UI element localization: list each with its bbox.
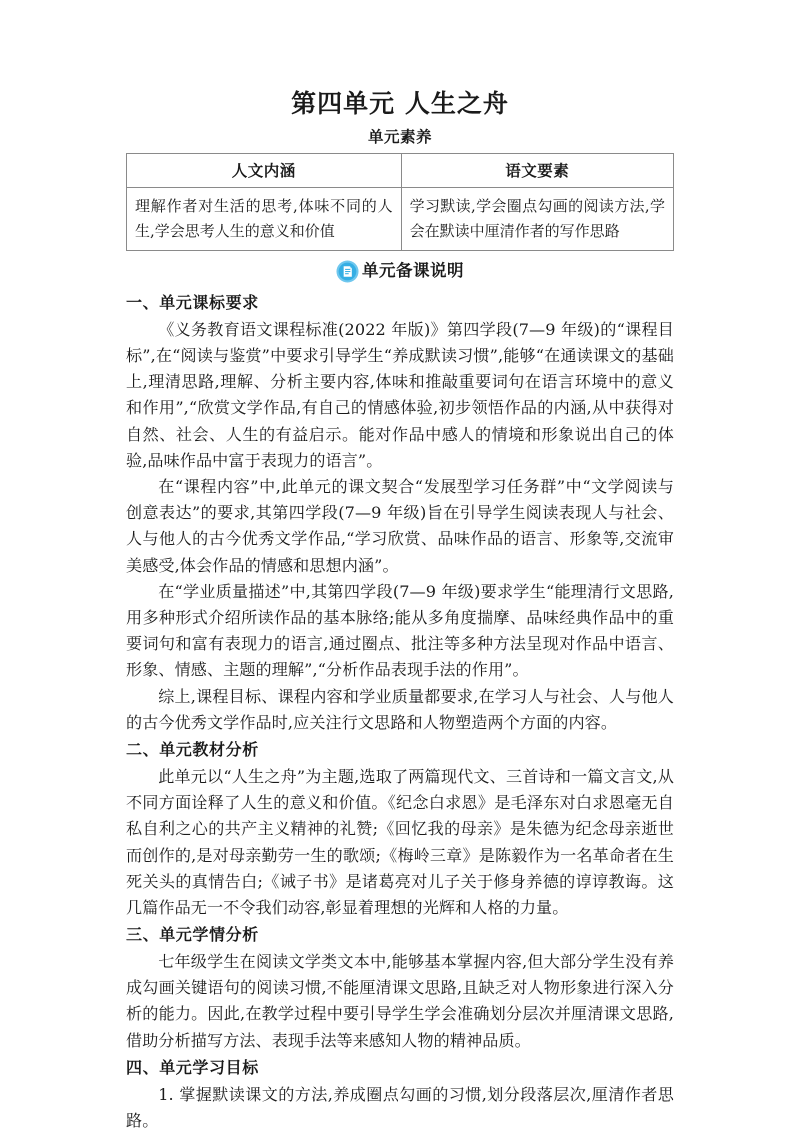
unit-preparation-title: 单元备课说明: [362, 261, 464, 281]
paragraph: 《义务教育语文课程标准(2022 年版)》第四学段(7—9 年级)的“课程目标”,在“阅读与鉴赏”中要求引导学生“养成默读习惯”,能够“在通读课文的基础上,理清思路,理解、分析主要内容,体味和推敲重要词句在语言环境中的意义和作用”,“欣赏文学作品,有自己的情感体验,初步领悟作品的内涵,从中获得对自然、社会、人生的有益启示。能对作品中感人的情境和形象说出自己的体验,品味作品中富于表现力的语言”。: [126, 319, 674, 470]
section-block: [126, 1056, 674, 1134]
section-block: [126, 291, 674, 736]
unit-preparation-banner: [126, 260, 674, 283]
table-cell-language: 学习默读,学会圈点勾画的阅读方法,学会在默读中厘清作者的写作思路: [401, 188, 673, 251]
page-title: 第四单元 人生之舟: [291, 89, 509, 118]
section-heading-4: 四、单元学习目标: [126, 1057, 259, 1077]
section-heading-2: 二、单元教材分析: [126, 740, 259, 760]
table-row: [127, 188, 674, 251]
document-content: [126, 88, 674, 1134]
table-header-humanistic: 人文内涵: [127, 154, 402, 188]
table-cell-humanistic: 理解作者对生活的思考,体味不同的人生,学会思考人生的意义和价值: [127, 188, 402, 251]
section-block: [126, 923, 674, 1054]
paragraph: 在“学业质量描述”中,其第四学段(7—9 年级)要求学生“能理清行文思路,用多种形式介绍所读作品的基本脉络;能从多角度揣摩、品味经典作品中的重要词句和富有表现力的语言,通过圈点、批注等多种方法呈现对作品中语言、形象、情感、主题的理解”,“分析作品表现手法的作用”。: [126, 581, 674, 680]
table-header-row: [127, 154, 674, 188]
unit-literacy-table: [126, 153, 674, 251]
note-document-icon: [336, 260, 359, 283]
paragraph: 在“课程内容”中,此单元的课文契合“发展型学习任务群”中“文学阅读与创意表达”的要求,其第四学段(7—9 年级)旨在引导学生阅读表现人与社会、人与他人的古今优秀文学作品,“学习欣赏、品味作品的语言、形象等,交流审美感受,体会作品的情感和思想内涵”。: [126, 476, 674, 575]
paragraph: 七年级学生在阅读文学类文本中,能够基本掌握内容,但大部分学生没有养成勾画关键语句的阅读习惯,不能厘清课文思路,且缺乏对人物形象进行深入分析的能力。因此,在教学过程中要引导学生学会准确划分层次并厘清课文思路,借助分析描写方法、表现手法等来感知人物的精神品质。: [126, 952, 674, 1050]
section-block: [126, 738, 674, 921]
page-subtitle: 单元素养: [367, 128, 432, 147]
section-heading-3: 三、单元学情分析: [126, 925, 259, 945]
paragraph: 综上,课程目标、课程内容和学业质量都要求,在学习人与社会、人与他人的古今优秀文学作品时,应关注行文思路和人物塑造两个方面的内容。: [126, 686, 674, 732]
table-header-language: 语文要素: [401, 154, 673, 188]
paragraph: 此单元以“人生之舟”为主题,选取了两篇现代文、三首诗和一篇文言文,从不同方面诠释了人生的意义和价值。《纪念白求恩》是毛泽东对白求恩毫无自私自利之心的共产主义精神的礼赞;《回忆我的母亲》是朱德为纪念母亲逝世而创作的,是对母亲勤劳一生的歌颂;《梅岭三章》是陈毅作为一名革命者在生死关头的真情告白;《诫子书》是诸葛亮对儿子关于修身养德的谆谆教诲。这几篇作品无一不令我们动容,彰显着理想的光辉和人格的力量。: [126, 766, 674, 918]
paragraph: 1. 掌握默读课文的方法,养成圈点勾画的习惯,划分段落层次,厘清作者思路。: [126, 1084, 674, 1130]
section-heading-1: 一、单元课标要求: [126, 292, 259, 312]
